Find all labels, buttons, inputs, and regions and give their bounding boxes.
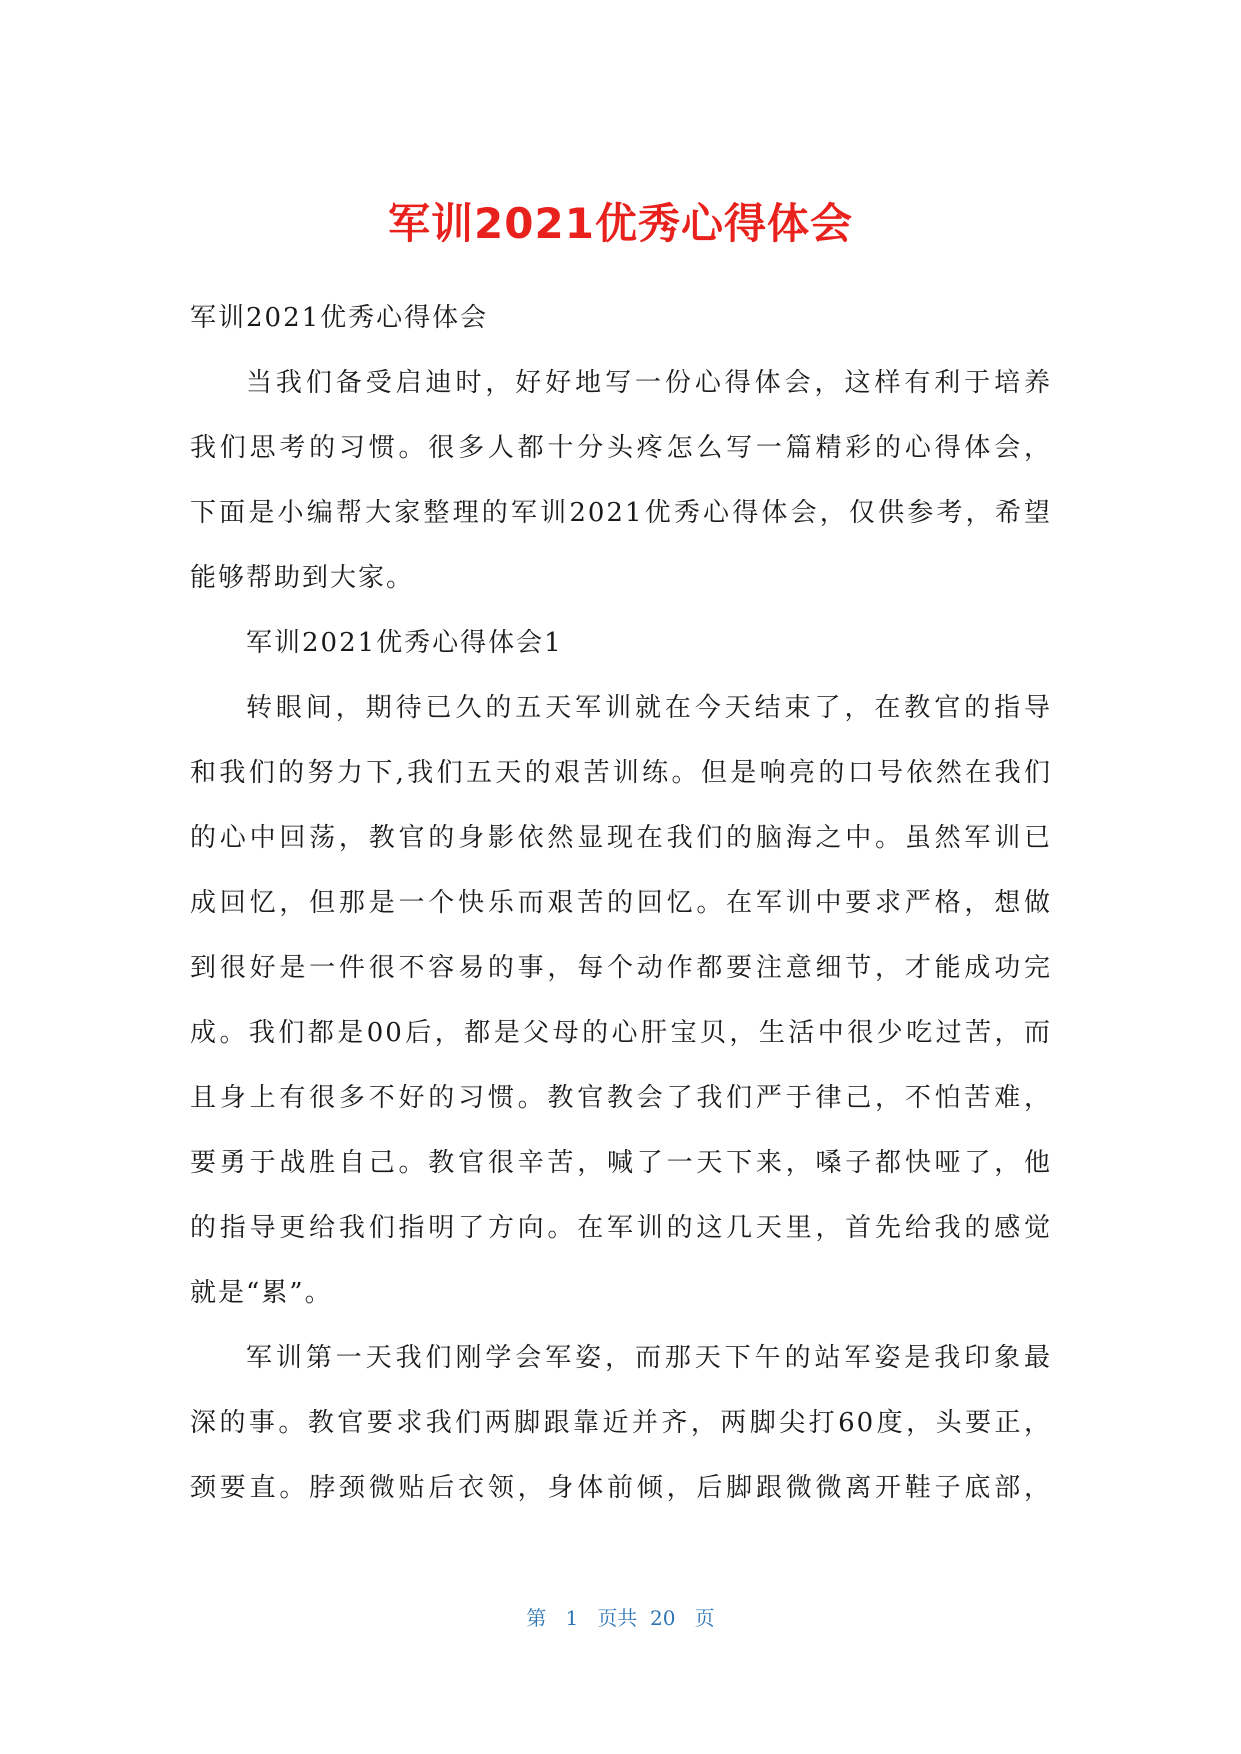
section-heading: 军训2021优秀心得体会1: [246, 628, 563, 658]
page-label-mid: 页共: [597, 1606, 638, 1630]
intro-paragraph: [190, 351, 1052, 611]
text-line: 当我们备受启迪时，好好地写一份心得体会，这样有利于培养: [246, 368, 1052, 398]
document-body: [190, 286, 1052, 1521]
text-line: 的指导更给我们指明了方向。在军训的这几天里，首先给我的感觉: [190, 1213, 1052, 1243]
text-line: 下面是小编帮大家整理的军训2021优秀心得体会，仅供参考，希望: [190, 498, 1052, 528]
text-line: 和我们的努力下,我们五天的艰苦训练。但是响亮的口号依然在我们: [190, 758, 1052, 788]
text-line: 的心中回荡，教官的身影依然显现在我们的脑海之中。虽然军训已: [190, 823, 1052, 853]
total-pages-number: 20: [650, 1606, 676, 1630]
text-line: 我们思考的习惯。很多人都十分头疼怎么写一篇精彩的心得体会，: [190, 433, 1052, 463]
page-footer: [0, 1604, 1241, 1632]
text-line: 成。我们都是00后，都是父母的心肝宝贝，生活中很少吃过苦，而: [190, 1018, 1052, 1048]
text-line: 能够帮助到大家。: [190, 563, 415, 593]
paragraph-2: [190, 1326, 1052, 1521]
text-line: 到很好是一件很不容易的事，每个动作都要注意细节，才能成功完: [190, 953, 1052, 983]
text-line: 成回忆，但那是一个快乐而艰苦的回忆。在军训中要求严格，想做: [190, 888, 1052, 918]
page-label-suffix: 页: [694, 1606, 715, 1630]
page-label-prefix: 第: [526, 1606, 547, 1630]
text-line: 要勇于战胜自己。教官很辛苦，喊了一天下来，嗓子都快哑了，他: [190, 1148, 1052, 1178]
text-line: 深的事。教官要求我们两脚跟靠近并齐，两脚尖打60度，头要正，: [190, 1408, 1052, 1438]
document-subtitle: 军训2021优秀心得体会: [190, 303, 489, 333]
text-line: 军训第一天我们刚学会军姿，而那天下午的站军姿是我印象最: [246, 1343, 1052, 1373]
text-line: 转眼间，期待已久的五天军训就在今天结束了，在教官的指导: [246, 693, 1052, 723]
text-line: 且身上有很多不好的习惯。教官教会了我们严于律己，不怕苦难，: [190, 1083, 1052, 1113]
current-page-number: 1: [565, 1606, 579, 1630]
text-line: 颈要直。脖颈微贴后衣领，身体前倾，后脚跟微微离开鞋子底部，: [190, 1473, 1052, 1503]
text-line: 就是“累”。: [190, 1278, 333, 1308]
paragraph-1: [190, 676, 1052, 1326]
page-title: 军训2021优秀心得体会: [388, 199, 853, 248]
